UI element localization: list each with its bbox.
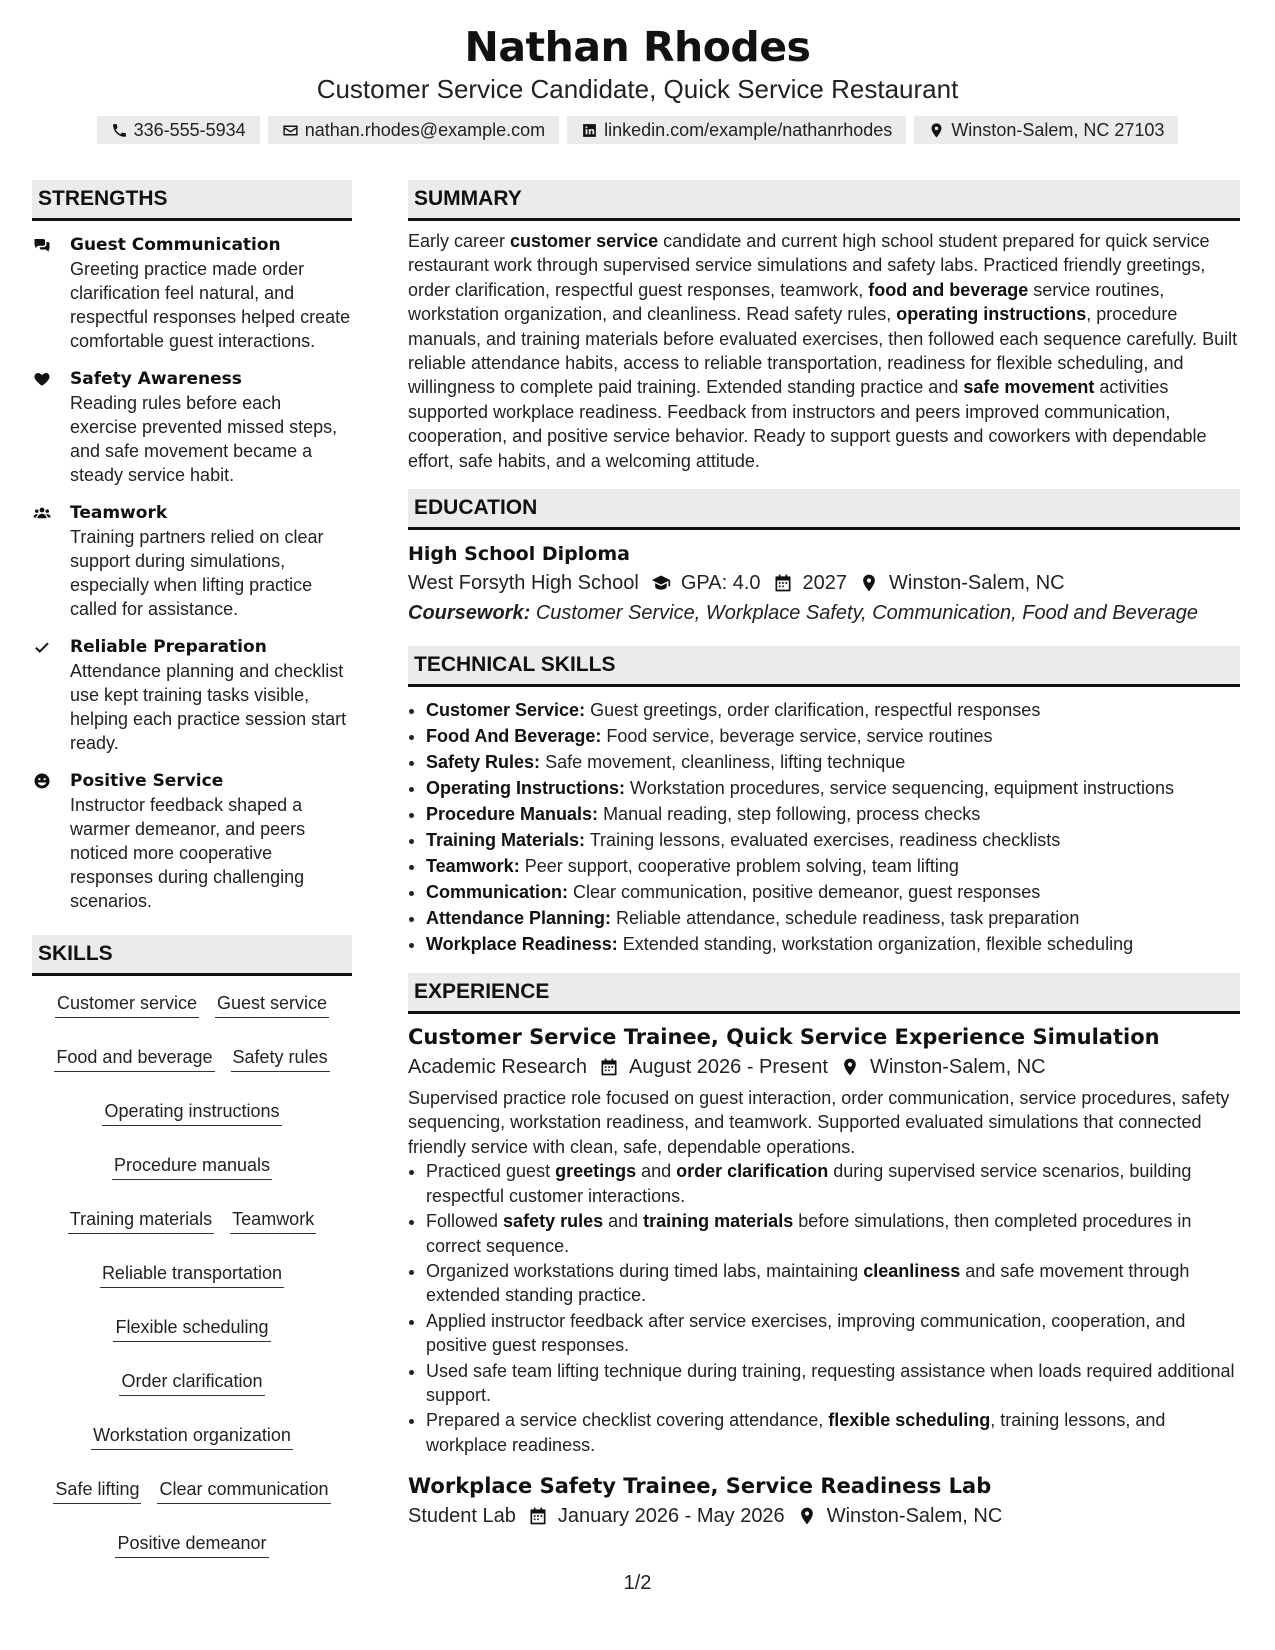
skill-tag: Positive demeanor — [115, 1532, 268, 1558]
coursework-list: Customer Service, Workplace Safety, Communication, Food and Beverage — [535, 602, 1198, 625]
skill-label: Training Materials: — [426, 830, 586, 851]
technical-skill-item — [426, 931, 1240, 957]
job-location: Winston-Salem, NC — [826, 1505, 1003, 1528]
skill-tag: Teamwork — [230, 1208, 316, 1234]
text-run: Organized workstations during timed labs, maintaining — [426, 1260, 864, 1281]
job-meta — [408, 1052, 1240, 1082]
strength-item — [32, 635, 352, 755]
bold-text: flexible scheduling — [828, 1410, 991, 1431]
job-bullets — [408, 1159, 1240, 1457]
skill-label: Procedure Manuals: — [426, 804, 599, 825]
strength-title: Safety Awareness — [70, 369, 242, 389]
skill-tag: Operating instructions — [102, 1100, 281, 1126]
location-icon — [840, 1057, 860, 1077]
contact-email[interactable] — [268, 116, 559, 144]
job-title: Workplace Safety Trainee, Service Readiness Lab — [408, 1474, 992, 1499]
resume-header — [0, 22, 1275, 144]
strength-item — [32, 233, 352, 353]
heart-icon — [32, 370, 52, 388]
technical-skill-item — [426, 801, 1240, 827]
strength-title: Reliable Preparation — [70, 637, 267, 657]
technical-skill-item — [426, 905, 1240, 931]
contact-linkedin[interactable] — [567, 116, 906, 144]
skill-label: Operating Instructions: — [426, 778, 626, 799]
strength-desc: Greeting practice made order clarification feel natural, and respectful responses helped create comfortable guest interactions. — [70, 259, 351, 351]
technical-skill-item — [426, 697, 1240, 723]
skill-details: Safe movement, cleanliness, lifting technique — [545, 752, 906, 773]
graduation-year: 2027 — [802, 572, 848, 595]
contact-linkedin-text: linkedin.com/example/nathanrhodes — [604, 120, 893, 140]
technical-skill-item — [426, 853, 1240, 879]
bold-text: food and beverage — [868, 279, 1029, 300]
text-run: , procedure manuals, and training materials before evaluated exercises, then followed each sequence carefully. Built reliable attendance habits, access to reliable transportation, readiness for flexible scheduling, and willingness to complete paid training. Extended standing practice and — [408, 304, 1238, 398]
text-run: Early career — [408, 231, 511, 251]
location-icon — [797, 1506, 817, 1526]
skill-tag: Order clarification — [119, 1370, 264, 1396]
text-run: service routines, workstation organization, and cleanliness. Read safety rules, — [408, 279, 1165, 325]
people-group-icon — [32, 504, 52, 522]
job-dates: August 2026 - Present — [628, 1056, 828, 1079]
bold-text: cleanliness — [863, 1260, 961, 1281]
technical-skill-item — [426, 775, 1240, 801]
bold-text: operating instructions — [896, 304, 1087, 325]
job-bullet — [426, 1408, 1240, 1457]
bold-text: safety rules — [503, 1211, 604, 1232]
strengths-heading: STRENGTHS — [32, 180, 352, 221]
technical-skill-item — [426, 827, 1240, 853]
strength-item — [32, 501, 352, 621]
text-run: Followed — [426, 1211, 504, 1232]
strength-item — [32, 367, 352, 487]
chat-bubbles-icon — [32, 236, 52, 254]
skill-tag: Safe lifting — [53, 1478, 141, 1504]
text-run: , training lessons, and workplace readiness. — [426, 1410, 1166, 1455]
skill-tag: Workstation organization — [91, 1424, 293, 1450]
location-icon — [859, 573, 879, 593]
right-column — [408, 180, 1240, 1531]
technical-skill-item — [426, 879, 1240, 905]
strength-title: Positive Service — [70, 771, 224, 791]
bold-text: safe movement — [963, 377, 1095, 398]
contact-phone[interactable] — [97, 116, 260, 144]
education-meta — [408, 568, 1240, 598]
coursework-label: Coursework: — [408, 602, 531, 625]
contact-email-text: nathan.rhodes@example.com — [304, 120, 546, 140]
skill-tag: Safety rules — [231, 1046, 330, 1072]
skills-heading: SKILLS — [32, 935, 352, 976]
skill-details: Clear communication, positive demeanor, guest responses — [573, 882, 1041, 903]
skill-label: Teamwork: — [426, 856, 520, 877]
job-bullet — [426, 1359, 1240, 1408]
strength-desc: Attendance planning and checklist use kept training tasks visible, helping each practice session start ready. — [70, 661, 347, 753]
job-bullet — [426, 1209, 1240, 1258]
experience-heading: EXPERIENCE — [408, 973, 1240, 1014]
job-bullet — [426, 1159, 1240, 1208]
technical-skills-heading: TECHNICAL SKILLS — [408, 646, 1240, 687]
skill-tag: Customer service — [55, 992, 199, 1018]
strengths-list — [32, 233, 352, 913]
skills-tag-list — [32, 992, 352, 1558]
technical-skill-item — [426, 749, 1240, 775]
email-icon — [282, 122, 299, 139]
school-location: Winston-Salem, NC — [889, 572, 1065, 595]
skill-details: Peer support, cooperative problem solving, team lifting — [524, 856, 959, 877]
education-entry — [408, 540, 1240, 628]
job-dates: January 2026 - May 2026 — [557, 1505, 785, 1528]
candidate-title: Customer Service Candidate, Quick Service Restaurant — [316, 74, 959, 104]
text-run: before simulations, then completed procedures in correct sequence. — [426, 1211, 1192, 1256]
linkedin-icon — [581, 122, 598, 139]
job-meta — [408, 1501, 1240, 1531]
candidate-name: Nathan Rhodes — [464, 23, 811, 71]
gpa: GPA: 4.0 — [680, 572, 761, 595]
school-name: West Forsyth High School — [408, 572, 639, 595]
contact-location-text: Winston-Salem, NC 27103 — [951, 120, 1165, 140]
job-bullet — [426, 1309, 1240, 1358]
skill-details: Guest greetings, order clarification, respectful responses — [590, 700, 1041, 721]
graduation-cap-icon — [651, 573, 671, 593]
page-number: 1/2 — [623, 1572, 652, 1594]
strength-title: Guest Communication — [70, 235, 281, 255]
job-description: Supervised practice role focused on guest interaction, order communication, service procedures, safety sequencing, workstation readiness, and teamwork. Supported evaluated simulations that connected friendly service with clean, safe, dependable operations. — [408, 1088, 1230, 1157]
text-run: and — [636, 1161, 677, 1182]
calendar-icon — [528, 1506, 548, 1526]
text-run: Prepared a service checklist covering attendance, — [426, 1410, 829, 1431]
text-run: Used safe team lifting technique during training, requesting assistance when loads required additional support. — [426, 1360, 1235, 1405]
technical-skills-list — [408, 697, 1240, 957]
contact-location — [914, 116, 1178, 144]
location-icon — [928, 122, 945, 139]
strength-desc: Instructor feedback shaped a warmer demeanor, and peers noticed more cooperative responses during challenging scenarios. — [70, 795, 306, 911]
smiley-face-icon — [32, 772, 52, 790]
strength-desc: Reading rules before each exercise prevented missed steps, and safe movement became a steady service habit. — [70, 393, 338, 485]
coursework — [408, 598, 1240, 628]
skill-tag: Food and beverage — [54, 1046, 214, 1072]
skill-tag: Clear communication — [157, 1478, 330, 1504]
degree: High School Diploma — [408, 543, 630, 566]
skill-label: Customer Service: — [426, 700, 586, 721]
technical-skill-item — [426, 723, 1240, 749]
job-org: Student Lab — [408, 1505, 516, 1528]
job-bullet — [426, 1259, 1240, 1308]
bold-text: customer service — [510, 231, 659, 251]
job-location: Winston-Salem, NC — [869, 1056, 1046, 1079]
text-run: candidate and current high school student prepared for quick service restaurant work through supervised service simulations and safety labs. Practiced friendly greetings, order clarification, respectful guest responses, teamwork, — [408, 231, 1210, 300]
skill-label: Attendance Planning: — [426, 908, 612, 929]
summary-heading: SUMMARY — [408, 180, 1240, 221]
text-run: Practiced guest — [426, 1161, 556, 1182]
skill-tag: Training materials — [68, 1208, 214, 1234]
bold-text: greetings — [555, 1161, 637, 1182]
skill-tag: Procedure manuals — [112, 1154, 272, 1180]
text-run: activities supported workplace readiness. Feedback from instructors and peers improved communication, cooperation, and positive service behavior. Ready to support guests and coworkers with dependable effort, safe habits, and a welcoming attitude. — [408, 377, 1207, 471]
skill-details: Extended standing, workstation organization, flexible scheduling — [622, 934, 1134, 955]
skill-details: Food service, beverage service, service routines — [606, 726, 993, 747]
skill-tag: Reliable transportation — [100, 1262, 284, 1288]
strength-item — [32, 769, 352, 913]
contact-bar — [0, 116, 1275, 144]
job-title: Customer Service Trainee, Quick Service Experience Simulation — [408, 1025, 1160, 1050]
checkmark-icon — [32, 638, 52, 656]
skill-label: Workplace Readiness: — [426, 934, 618, 955]
skill-label: Food And Beverage: — [426, 726, 602, 747]
text-run: and safe movement through extended standing practice. — [426, 1260, 1190, 1306]
experience-entry — [408, 1022, 1240, 1457]
job-org: Academic Research — [408, 1056, 587, 1079]
education-heading: EDUCATION — [408, 489, 1240, 530]
skill-details: Training lessons, evaluated exercises, readiness checklists — [589, 830, 1061, 851]
strength-title: Teamwork — [70, 503, 168, 523]
bold-text: order clarification — [676, 1161, 829, 1182]
skill-label: Safety Rules: — [426, 752, 541, 773]
experience-list — [408, 1022, 1240, 1531]
experience-entry — [408, 1471, 1240, 1531]
phone-icon — [111, 122, 128, 139]
skill-details: Manual reading, step following, process checks — [603, 804, 981, 825]
contact-phone-text: 336-555-5934 — [133, 120, 246, 140]
calendar-icon — [599, 1057, 619, 1077]
skill-tag: Guest service — [215, 992, 329, 1018]
left-column — [32, 180, 352, 1558]
skill-details: Workstation procedures, service sequencing, equipment instructions — [630, 778, 1174, 799]
skill-details: Reliable attendance, schedule readiness, task preparation — [616, 908, 1080, 929]
summary-text — [408, 229, 1240, 473]
text-run: Applied instructor feedback after service exercises, improving communication, cooperation, and positive guest responses. — [426, 1310, 1186, 1356]
strength-desc: Training partners relied on clear support during simulations, especially when lifting practice called for assistance. — [70, 527, 324, 619]
text-run: during supervised service scenarios, building respectful customer interactions. — [426, 1161, 1192, 1206]
text-run: and — [603, 1211, 644, 1232]
bold-text: training materials — [643, 1211, 794, 1232]
calendar-icon — [773, 573, 793, 593]
skill-label: Communication: — [426, 882, 568, 903]
skill-tag: Flexible scheduling — [113, 1316, 270, 1342]
